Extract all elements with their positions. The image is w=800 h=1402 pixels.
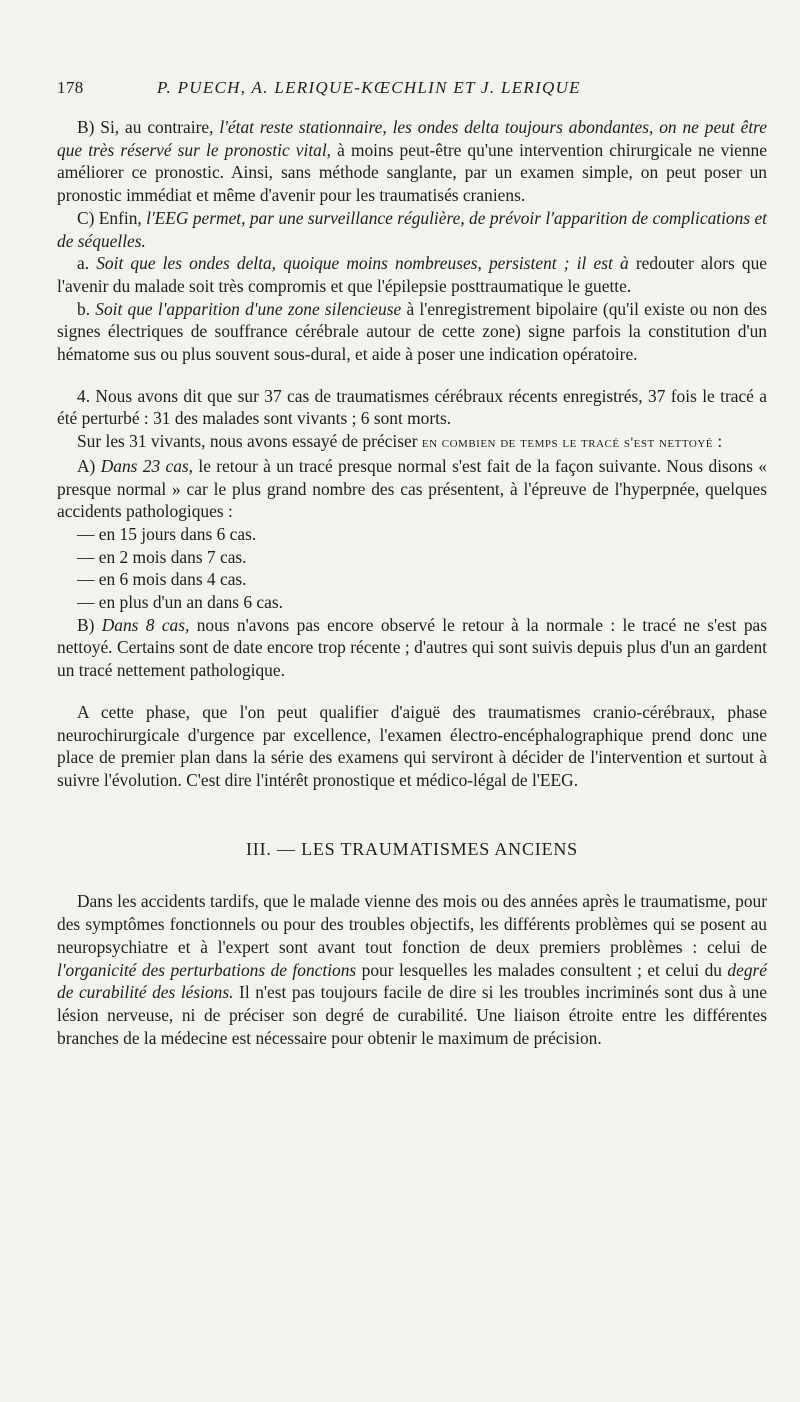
page-number: 178	[57, 78, 84, 97]
p2-lead: C) Enfin,	[77, 207, 147, 228]
paragraph-a-23-cases	[57, 455, 767, 523]
list-item: — en 6 mois dans 4 cas.	[77, 569, 247, 590]
p10-a: Dans les accidents tardifs, que le malade vienne des mois ou des années après le traumatisme, pour des symptômes fonctionnels ou pour des troubles objectifs, les différents problèmes qui se posent au neuropsychiatre et à l'expert sont avant tout fonction de deux premiers problèmes : celui de	[57, 891, 767, 957]
p10-italic-1: l'organicité des perturbations de fonctions	[57, 959, 357, 980]
paragraph-31-vivants	[57, 430, 767, 455]
p8-lead: B)	[77, 614, 102, 635]
p7-rest: le retour à un tracé presque normal s'est fait de la façon suivante. Nous disons « presque normal » car le plus grand nombre des cas présentent, à l'épreuve de l'hyperpnée, quelques accidents pathologiques :	[57, 455, 767, 522]
p3-lead: a.	[77, 253, 97, 274]
p4-rest: à l'enregistrement bipolaire (qu'il existe ou non des signes électriques de souffrance cérébrale autour de cette zone) signe parfois la constitution d'un hématome sus ou plus souvent sous-dural, et aide à poser une indication opératoire.	[57, 298, 768, 365]
list-item: — en 15 jours dans 6 cas.	[77, 523, 257, 544]
section-heading: III. — LES TRAUMATISMES ANCIENS	[246, 838, 578, 859]
p1-rest: à moins peut-être qu'une intervention chirurgicale ne vienne améliorer ce pronostic. Ainsi, sans méthode sanglante, par un examen simple, on peut poser un pronostic immédiat et même d'avenir pour les traumatisés craniens.	[57, 139, 767, 206]
p1-italic: l'état reste stationnaire, les ondes delta toujours abondantes, on ne peut être que très réservé sur le pronostic vital,	[57, 117, 768, 160]
p4-lead: b.	[77, 298, 96, 319]
p6-rest: :	[712, 431, 723, 452]
article-body	[57, 116, 767, 1049]
p8-rest: nous n'avons pas encore observé le retour à la normale : le tracé ne s'est pas nettoyé. Certains sont de date encore trop récente ; d'autres qui sont suivis depuis plus d'un an gardent un tracé nettement pathologique.	[57, 614, 768, 681]
running-header	[57, 78, 747, 100]
paragraph-4-cases: 4. Nous avons dit que sur 37 cas de traumatismes cérébraux récents enregistrés, 37 fois le tracé a été perturbé : 31 des malades sont vivants ; 6 sont morts.	[57, 385, 767, 429]
list-item: — en plus d'un an dans 6 cas.	[77, 592, 283, 613]
paragraph-acute-phase: A cette phase, que l'on peut qualifier d'aiguë des traumatismes cranio-cérébraux, phase neurochirurgicale d'urgence par excellence, l'examen électro-encéphalographique prend donc une place de premier plan dans la série des examens qui serviront à décider de l'intervention et surtout à suivre l'évolution. C'est dire l'intérêt pronostique et médico-légal de l'EEG.	[57, 701, 767, 790]
running-authors: P. PUECH, A. LERIQUE-KŒCHLIN ET J. LERIQUE	[157, 78, 581, 97]
p10-italic-2: degré de curabilité des lésions.	[57, 959, 768, 1003]
p2-italic: l'EEG permet, par une surveillance régulière, de prévoir l'apparition de complications et de séquelles.	[57, 207, 768, 251]
p4-italic: Soit que l'apparition d'une zone silencieuse	[95, 298, 402, 319]
paragraph-a-delta	[57, 252, 767, 297]
paragraph-b-silent-zone	[57, 298, 767, 366]
p7-italic: Dans 23 cas,	[100, 455, 194, 476]
p3-rest: redouter alors que l'avenir du malade soit très compromis et que l'épilepsie posttraumatique le guette.	[57, 253, 767, 296]
p10-c: Il n'est pas toujours facile de dire si les troubles incriminés sont dus à une lésion nerveuse, ni de préciser son degré de curabilité. Une liaison étroite entre les différentes branches de la médecine est nécessaire pour obtenir le maximum de précision.	[57, 982, 767, 1048]
paragraph-late-accidents	[57, 890, 767, 1049]
p3-italic: Soit que les ondes delta, quoique moins nombreuses, persistent ; il est à	[96, 253, 629, 274]
p6-smallcaps: en combien de temps le tracé s'est nettoyé	[421, 435, 713, 452]
paragraph-c-surveillance	[57, 207, 767, 252]
paragraph-b-8-cases	[57, 614, 767, 682]
p6-lead: Sur les 31 vivants, nous avons essayé de préciser	[77, 431, 422, 452]
p8-italic: Dans 8 cas,	[101, 614, 190, 635]
p10-b: pour lesquelles les malades consultent ; et celui du	[356, 959, 728, 980]
p7-lead: A)	[77, 455, 101, 476]
p1-lead: B) Si, au contraire,	[77, 117, 220, 137]
paragraph-b-stationary	[57, 116, 767, 207]
list-item: — en 2 mois dans 7 cas.	[77, 546, 247, 567]
